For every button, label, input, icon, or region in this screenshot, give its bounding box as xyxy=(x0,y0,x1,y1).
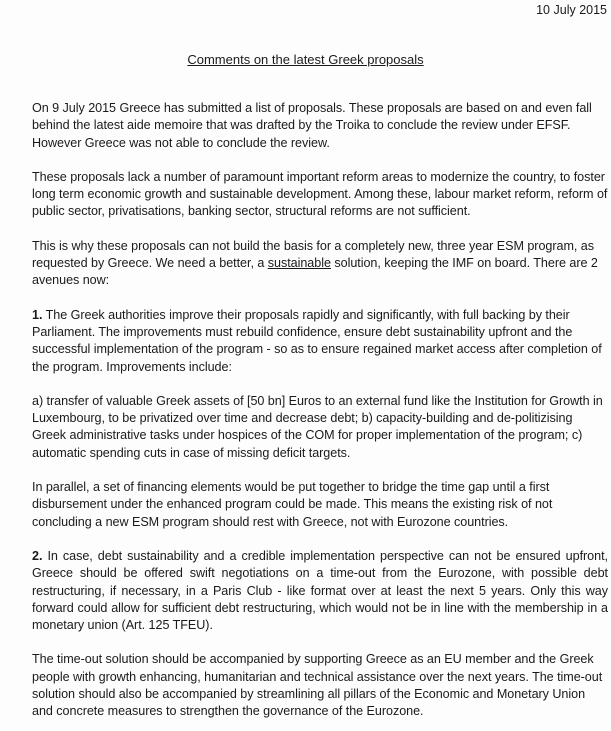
document-title: Comments on the latest Greek proposals xyxy=(187,52,424,67)
sustainable-underlined-word: sustainable xyxy=(267,256,331,271)
paragraph-avenue-two xyxy=(32,548,608,634)
avenue-two-number: 2. xyxy=(32,548,43,563)
paragraph-time-out: The time-out solution should be accompanied by supporting Greece as an EU member and the Greek people with growth enhancing, humanitarian and technical assistance over the next years. The time-out solution should also be accompanied by streamlining all pillars of the Economic and Monetary Union and concrete measures to strengthen the governance of the Eurozone. xyxy=(32,652,603,719)
paragraph-intro: On 9 July 2015 Greece has submitted a list of proposals. These proposals are based on and even fall behind the latest aide memoire that was drafted by the Troika to conclude the review under EFSF. However Greece was not able to conclude the review. xyxy=(32,101,592,150)
paragraph-financing: In parallel, a set of financing elements would be put together to bridge the time gap until a first disbursement under the enhanced program could be made. This means the existing risk of not concluding a new ESM program should rest with Greece, not with Eurozone countries. xyxy=(32,480,553,529)
avenue-two-text: In case, debt sustainability and a credible implementation perspective can not be ensured upfront, Greece should be offered swift negotiations on a time-out from the Eurozone, with possible debt restructuring, if necessary, in a Paris Club - like format over at least the next 5 years. Only this way forward could allow for sufficient debt restructuring, which would not be in line with the membership in a monetary union (Art. 125 TFEU). xyxy=(32,548,608,633)
avenue-one-text: The Greek authorities improve their proposals rapidly and significantly, with full backing by their Parliament. The improvements must rebuild confidence, ensure debt sustainability upfront and the successful implementation of the program - so as to ensure regained market access after completion of the program. Improvements include: xyxy=(32,307,602,374)
paragraph-avenues xyxy=(32,238,608,290)
paragraph-avenues-text-before: This is why these proposals can not build the basis for a completely new, three year ESM program, as requested by Greece. We need a better, a xyxy=(32,238,594,271)
avenue-one-number: 1. xyxy=(32,307,43,322)
document-body xyxy=(32,100,608,731)
paragraph-avenues-text-after: solution, keeping the IMF on board. There are 2 avenues now: xyxy=(32,256,598,288)
paragraph-reform-areas: These proposals lack a number of paramount important reform areas to modernize the country, to foster long term economic growth and sustainable development. Among these, labour market reform, reform of public sector, privatisations, banking sector, structural reforms are not sufficient. xyxy=(32,169,608,219)
document-date: 10 July 2015 xyxy=(536,3,607,17)
paragraph-improvements-list: a) transfer of valuable Greek assets of [50 bn] Euros to an external fund like the Institution for Growth in Luxembourg, to be privatized over time and decrease debt; b) capacity-building and de-politizising Greek administrative tasks under hospices of the COM for proper implementation of the program; c) automatic spending cuts in case of missing deficit targets. xyxy=(32,393,603,460)
paragraph-avenue-one xyxy=(32,307,608,376)
